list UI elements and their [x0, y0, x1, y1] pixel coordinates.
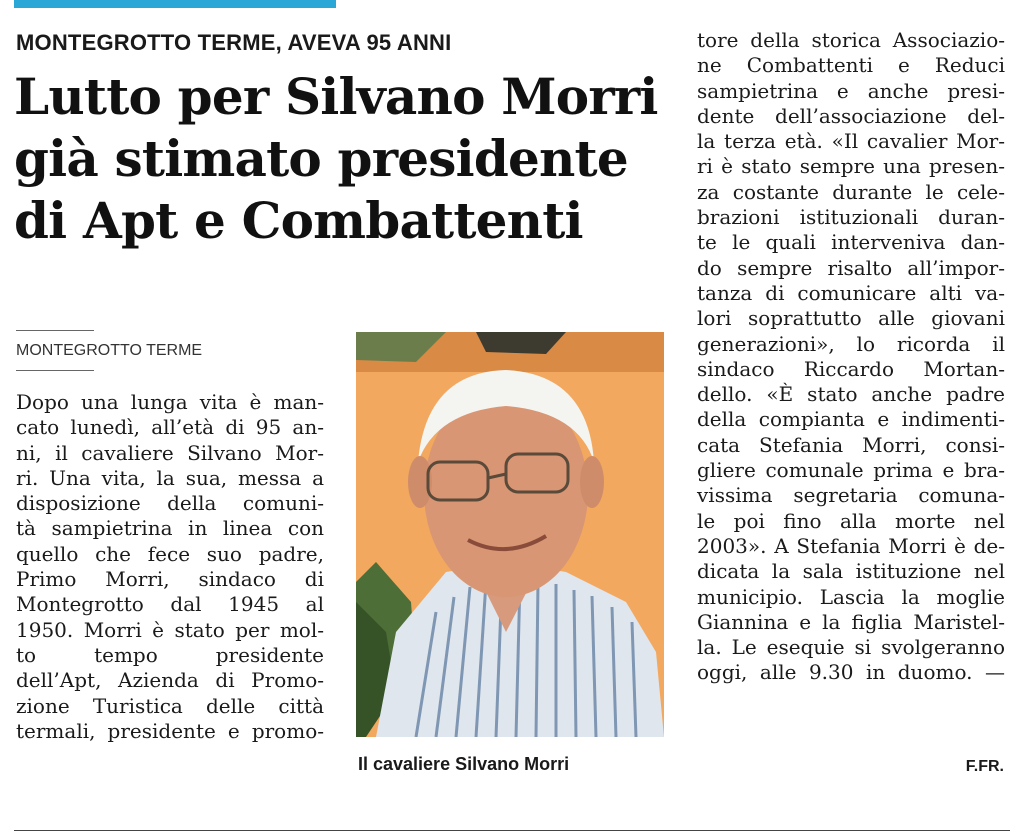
portrait-photo: [356, 332, 664, 737]
article-dateline: MONTEGROTTO TERME: [16, 342, 203, 359]
body-line: Giannina e la figlia Maristel-: [697, 609, 1005, 634]
body-line: la. Le esequie si svolgeranno: [697, 635, 1005, 660]
body-line: ri. Una vita, la sua, messa a: [16, 465, 324, 490]
body-line: lori soprattutto alle giovani: [697, 306, 1005, 331]
body-line: zione Turistica delle città: [16, 693, 324, 718]
body-line: za costante durante le cele-: [697, 179, 1005, 204]
dateline-top-rule: [16, 330, 94, 331]
body-line: generazioni», lo ricorda il: [697, 331, 1005, 356]
body-column-right: [697, 28, 1005, 686]
body-line: dicata la sala istituzione nel: [697, 559, 1005, 584]
article-kicker: MONTEGROTTO TERME, AVEVA 95 ANNI: [16, 30, 452, 55]
body-line: termali, presidente e promo-: [16, 718, 324, 743]
author-signature: F.FR.: [965, 758, 1004, 775]
body-line: sindaco Riccardo Mortan-: [697, 356, 1005, 381]
body-line: sampietrina e anche presi-: [697, 78, 1005, 103]
body-column-left: [16, 390, 324, 744]
body-line: do sempre risalto all’impor-: [697, 255, 1005, 280]
body-line: dente dell’associazione del-: [697, 103, 1005, 128]
body-line: tanza di comunicare alti va-: [697, 280, 1005, 305]
body-line: cata Stefania Morri, consi-: [697, 432, 1005, 457]
section-accent-bar: [14, 0, 336, 8]
body-line: dell’Apt, Azienda di Promo-: [16, 668, 324, 693]
photo-caption: Il cavaliere Silvano Morri: [358, 754, 570, 774]
body-line: della compianta e indimenti-: [697, 407, 1005, 432]
body-line: brazioni istituzionali duran-: [697, 205, 1005, 230]
headline-line: già stimato presidente: [14, 129, 628, 188]
body-line: oggi, alle 9.30 in duomo. —: [697, 660, 1005, 685]
body-line: tà sampietrina in linea con: [16, 516, 324, 541]
body-line: ri è stato sempre una presen-: [697, 154, 1005, 179]
body-line: municipio. Lascia la moglie: [697, 584, 1005, 609]
body-line: quello che fece suo padre,: [16, 541, 324, 566]
body-line: cato lunedì, all’età di 95 an-: [16, 415, 324, 440]
headline-line: di Apt e Combattenti: [14, 191, 583, 250]
body-line: ni, il cavaliere Silvano Mor-: [16, 440, 324, 465]
body-line: dello. «È stato anche padre: [697, 382, 1005, 407]
body-line: Dopo una lunga vita è man-: [16, 390, 324, 414]
page-bottom-rule: [14, 830, 1010, 831]
body-line: vissima segretaria comuna-: [697, 483, 1005, 508]
body-line: Primo Morri, sindaco di: [16, 567, 324, 592]
body-line: 1950. Morri è stato per mol-: [16, 617, 324, 642]
body-line: Montegrotto dal 1945 al: [16, 592, 324, 617]
article-headline: [14, 66, 674, 252]
body-line: 2003». A Stefania Morri è de-: [697, 533, 1005, 558]
dateline-bottom-rule: [16, 370, 94, 371]
body-line: to tempo presidente: [16, 642, 324, 667]
body-line: le poi fino alla morte nel: [697, 508, 1005, 533]
body-line: la terza età. «Il cavalier Mor-: [697, 129, 1005, 154]
body-line: tore della storica Associazio-: [697, 28, 1005, 52]
body-line: te le quali interveniva dan-: [697, 230, 1005, 255]
body-line: disposizione della comuni-: [16, 491, 324, 516]
headline-line: Lutto per Silvano Morri: [14, 67, 658, 126]
body-line: ne Combattenti e Reduci: [697, 53, 1005, 78]
body-line: gliere comunale prima e bra-: [697, 458, 1005, 483]
